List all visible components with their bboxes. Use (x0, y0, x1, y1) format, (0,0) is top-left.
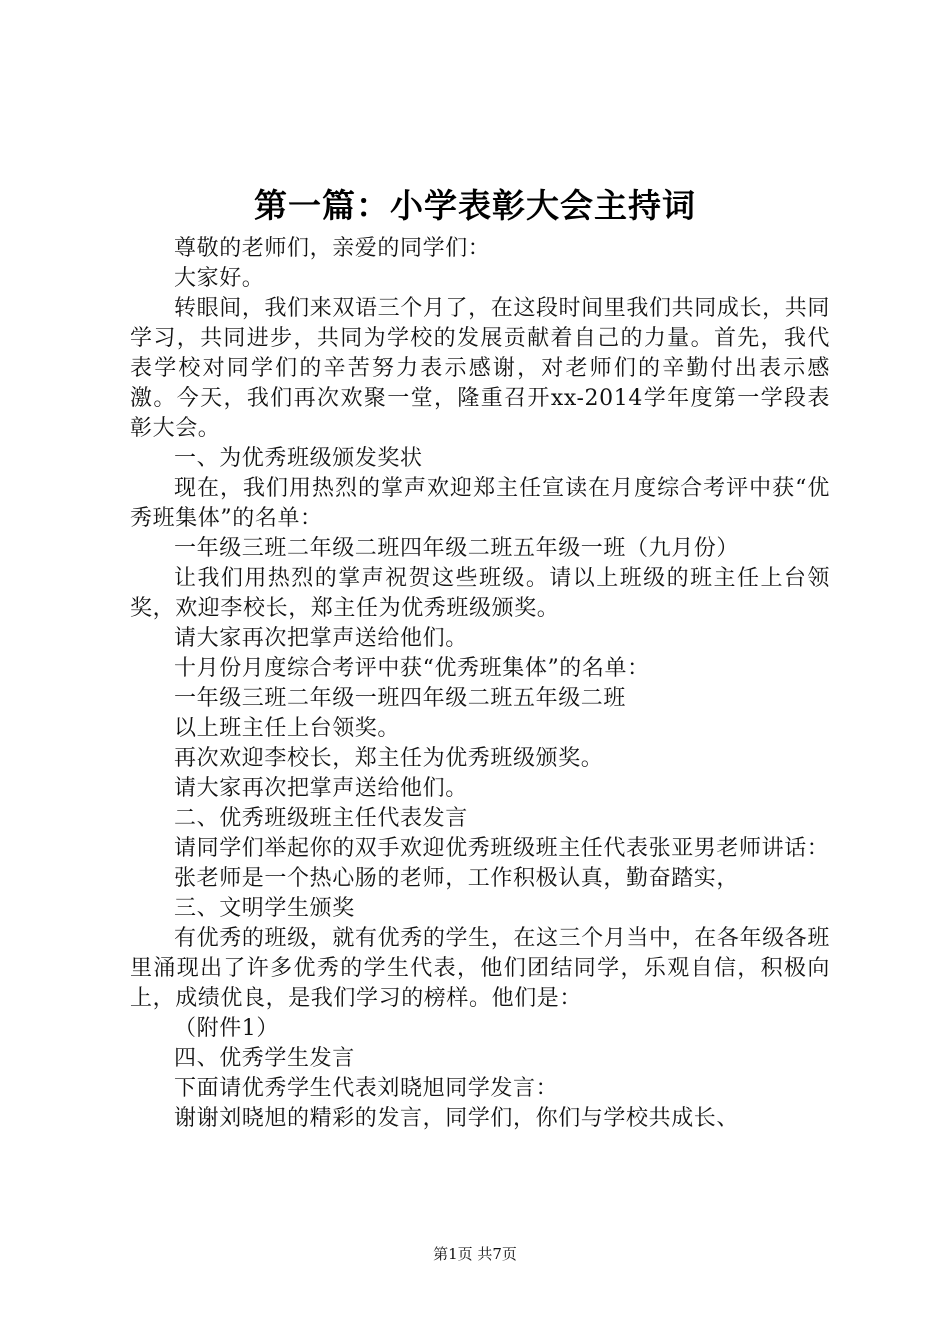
page-number-footer: 第1页 共7页 (433, 1245, 517, 1263)
paragraph: 现在，我们用热烈的掌声欢迎郑主任宣读在月度综合考评中获“优秀班集体”的名单： (130, 476, 830, 531)
paragraph: 十月份月度综合考评中获“优秀班集体”的名单： (174, 656, 650, 681)
paragraph: 转眼间，我们来双语三个月了，在这段时间里我们共同成长，共同学习，共同进步，共同为学校的发展贡献着自己的力量。首先，我代表学校对同学们的辛苦努力表示感谢，对老师们的辛勤付出表示感激。今天，我们再次欢聚一堂，隆重召开xx-2014学年度第一学段表彰大会。 (130, 296, 830, 441)
paragraph: 下面请优秀学生代表刘晓旭同学发言： (174, 1076, 559, 1101)
document-body (130, 234, 830, 1134)
section-heading: 三、文明学生颁奖 (174, 896, 355, 921)
paragraph: 大家好。 (174, 266, 265, 291)
paragraph: 让我们用热烈的掌声祝贺这些班级。请以上班级的班主任上台领奖，欢迎李校长，郑主任为优秀班级颁奖。 (130, 566, 830, 621)
paragraph: 请大家再次把掌声送给他们。 (174, 626, 468, 651)
paragraph: 尊敬的老师们，亲爱的同学们： (174, 236, 491, 261)
paragraph: 再次欢迎李校长，郑主任为优秀班级颁奖。 (174, 746, 604, 771)
paragraph: 张老师是一个热心肠的老师，工作积极认真，勤奋踏实， (174, 866, 740, 891)
section-heading: 一、为优秀班级颁发奖状 (174, 446, 423, 471)
section-heading: 四、优秀学生发言 (174, 1046, 355, 1071)
document-title: 第一篇：小学表彰大会主持词 (254, 186, 696, 225)
section-heading: 二、优秀班级班主任代表发言 (174, 806, 468, 831)
paragraph: 一年级三班二年级一班四年级二班五年级二班 (174, 686, 627, 711)
paragraph: 谢谢刘晓旭的精彩的发言，同学们，你们与学校共成长、 (174, 1106, 740, 1131)
paragraph: （附件1） (174, 1016, 279, 1041)
paragraph: 请同学们举起你的双手欢迎优秀班级班主任代表张亚男老师讲话： (174, 836, 830, 861)
paragraph: 请大家再次把掌声送给他们。 (174, 776, 468, 801)
paragraph: 有优秀的班级，就有优秀的学生，在这三个月当中，在各年级各班里涌现出了许多优秀的学生代表，他们团结同学，乐观自信，积极向上，成绩优良，是我们学习的榜样。他们是： (130, 926, 830, 1011)
paragraph: 以上班主任上台领奖。 (174, 716, 401, 741)
paragraph: 一年级三班二年级二班四年级二班五年级一班（九月份） (174, 536, 740, 561)
